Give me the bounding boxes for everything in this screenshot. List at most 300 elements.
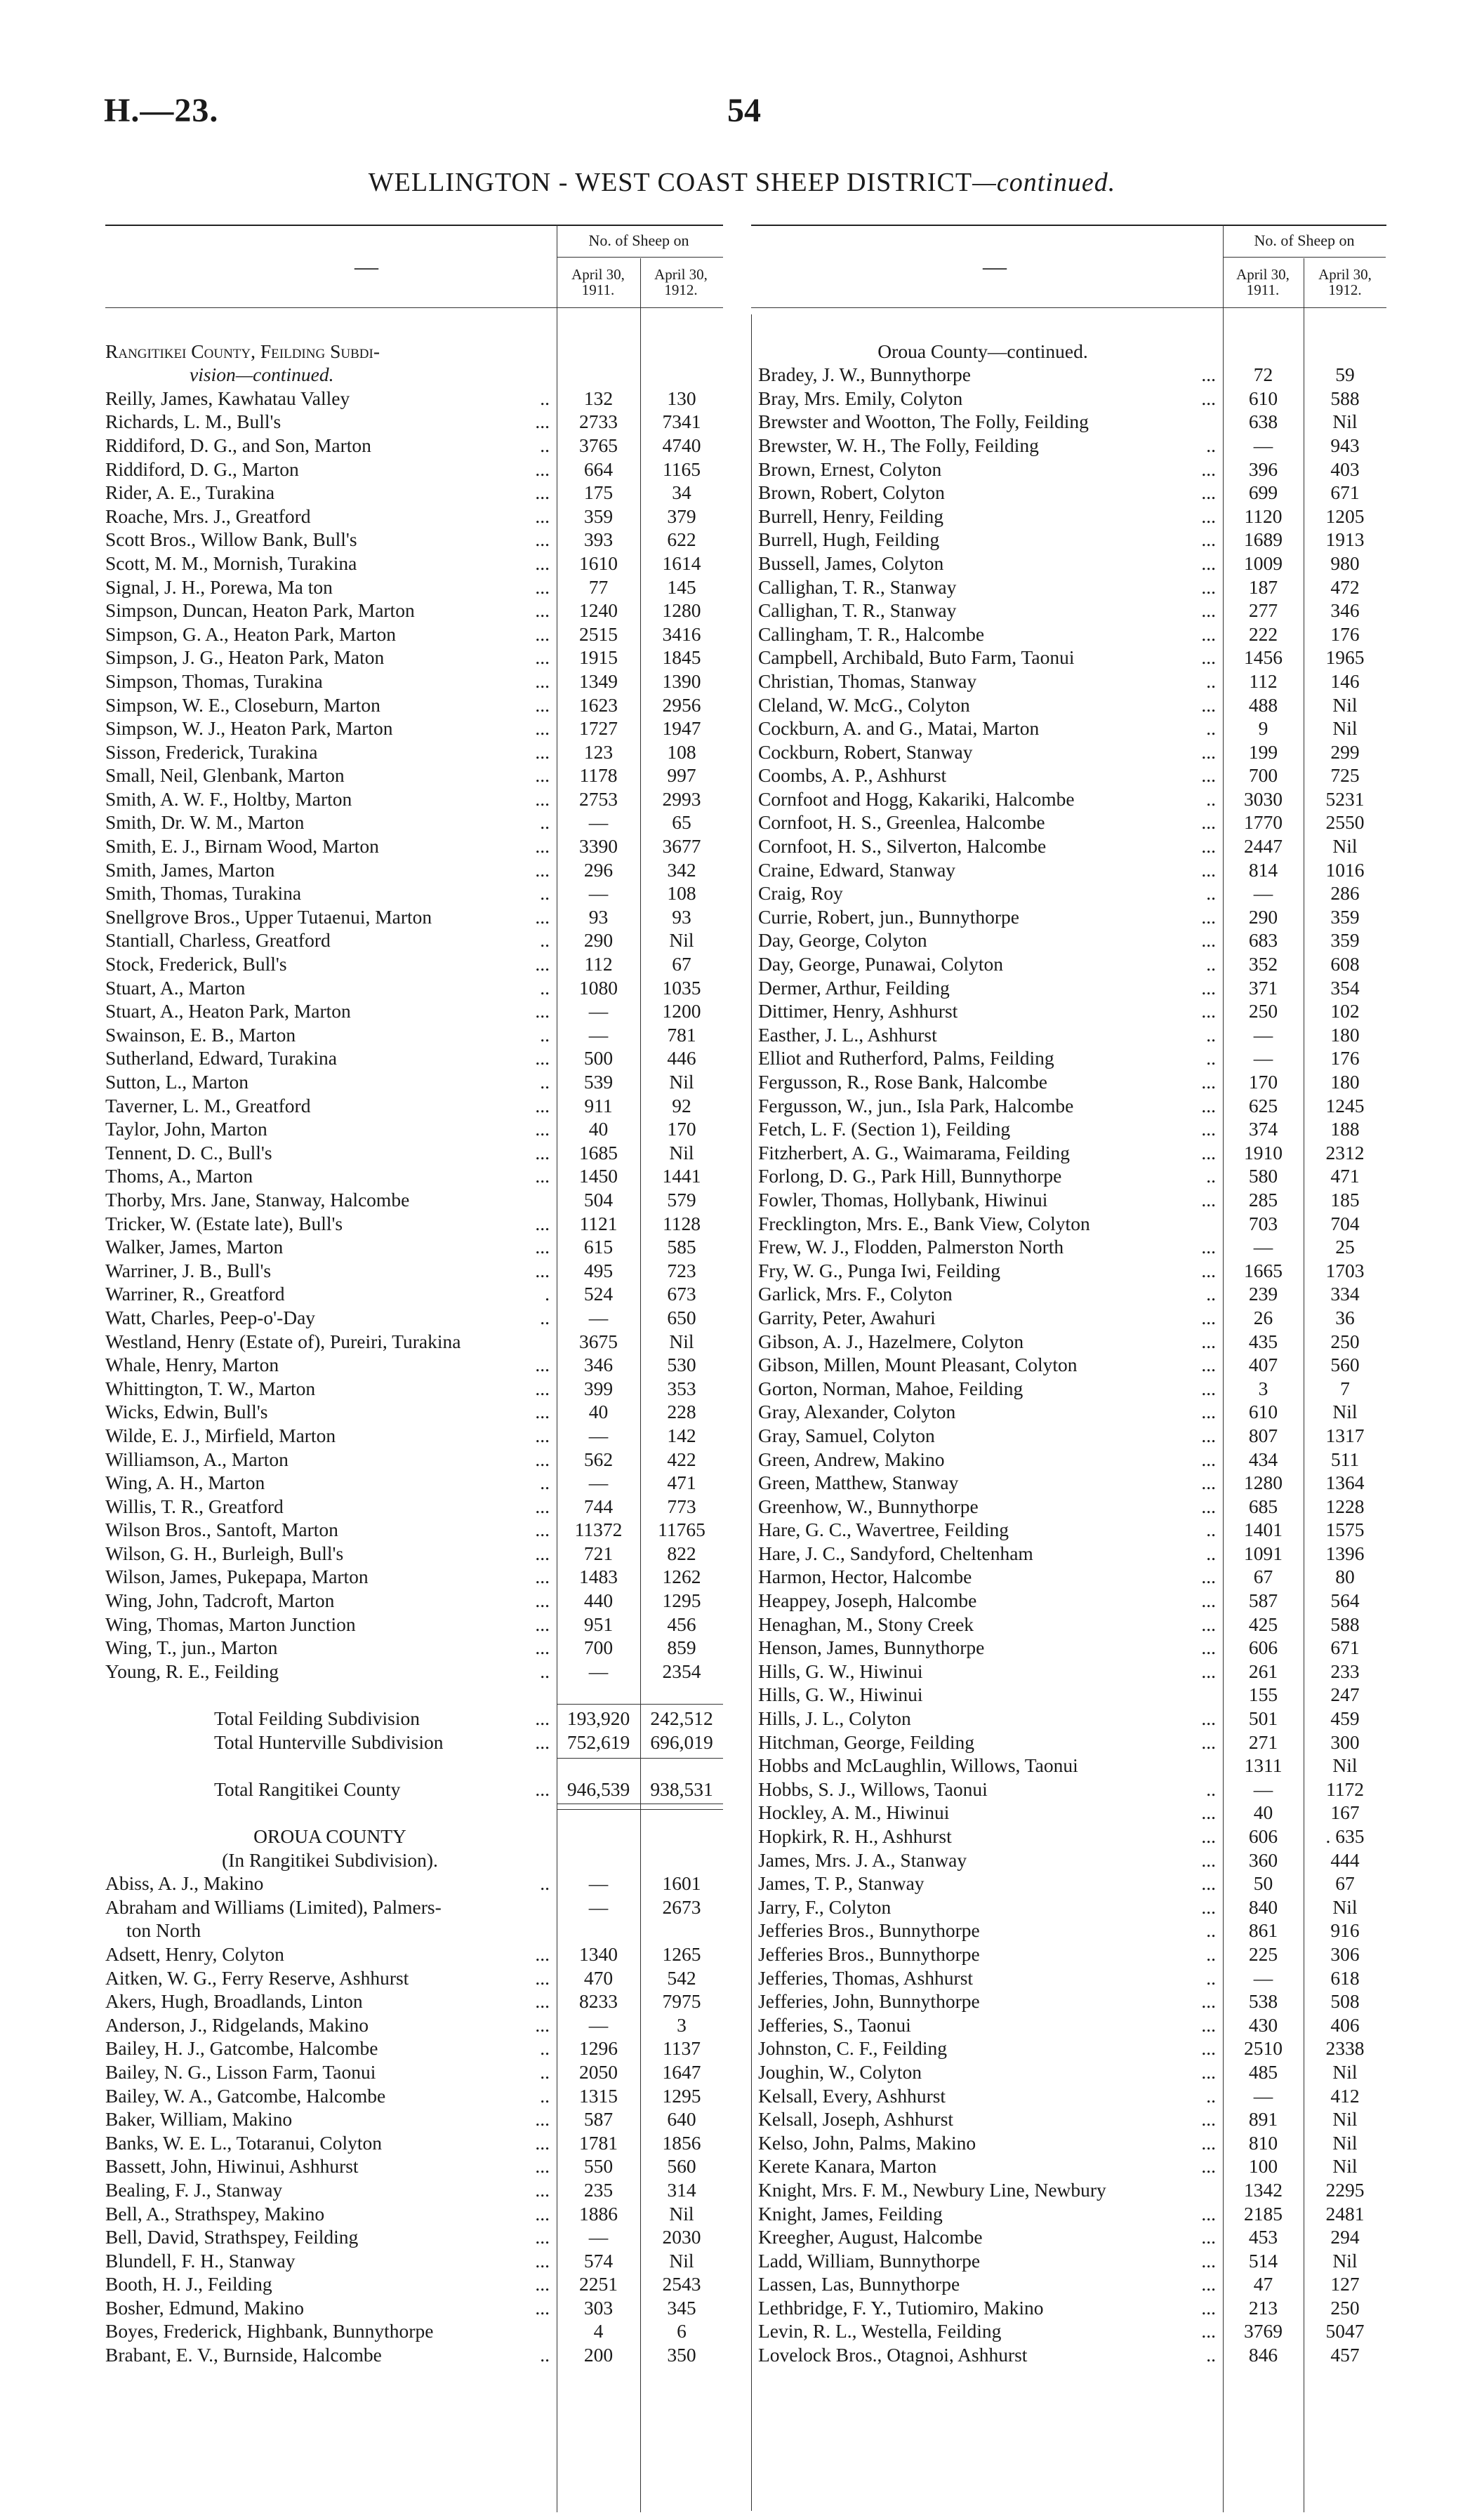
value-1911: 1091 [1244,1542,1283,1564]
value-1912: 142 [667,1424,696,1446]
value-1912: 1703 [1325,1259,1365,1281]
owner-name: Smith, Dr. W. M., Marton [105,811,305,834]
table-row [105,410,723,434]
value-1911: 861 [1248,1919,1278,1942]
table-row [105,1542,723,1566]
leader-dots: ... [535,1566,550,1588]
value-1912: 93 [672,905,691,928]
value-1912: 2354 [662,1660,701,1682]
value-1911: 8233 [579,1990,618,2013]
value-1912: 980 [1330,552,1360,574]
value-1912: 588 [1330,387,1360,409]
value-1912: 457 [1330,2344,1360,2366]
leader-dots: ... [535,1212,550,1234]
table-row [105,1613,723,1636]
table-row [105,1164,723,1188]
leader-dots: ... [1201,2037,1216,2060]
leader-dots: ... [1201,2249,1216,2272]
leader-dots: ... [1201,481,1216,504]
leader-dots: ... [1201,1071,1216,1093]
table-row [758,2060,1386,2084]
section-heading [105,1825,723,1848]
leader-dots: .. [1206,882,1216,905]
leader-dots: ... [1201,622,1216,645]
owner-name: Green, Matthew, Stanway [758,1472,959,1494]
value-1912: 1317 [1325,1424,1365,1446]
table-row [758,1495,1386,1519]
table-row [105,1424,723,1448]
value-1911: 615 [583,1236,614,1258]
owner-name: Lassen, Las, Bunnythorpe [758,2273,960,2295]
value-1912: 671 [1330,481,1360,504]
value-1912: 1165 [663,458,701,480]
owner-name: Currie, Robert, jun., Bunnythorpe [758,905,1019,928]
table-row [758,881,1386,905]
table-row [758,1400,1386,1424]
value-1912: 188 [1330,1118,1360,1140]
owner-name: Wing, A. H., Marton [105,1472,265,1494]
value-1912: 1575 [1325,1519,1365,1541]
section-heading [758,340,1386,364]
value-1912: 314 [667,2178,696,2201]
table-row [758,528,1386,552]
owner-name: Craine, Edward, Stanway [758,858,956,881]
leader-dots: ... [1201,2226,1216,2248]
leader-dots: .. [1206,1919,1216,1942]
owner-name: James, Mrs. J. A., Stanway [758,1848,967,1871]
value-1911: 93 [588,905,609,928]
value-1912: 7 [1340,1377,1350,1399]
table-top-rule [105,225,723,226]
leader-dots: .. [540,2084,550,2107]
table-row [758,1070,1386,1094]
owner-name: Westland, Henry (Estate of), Pureiri, Turakina [105,1330,461,1352]
table-row [758,646,1386,669]
value-1912: 1965 [1325,646,1365,669]
value-1911: — [1253,1966,1273,1989]
value-1912: 7975 [662,1990,701,2013]
value-1912: 1295 [662,2084,701,2107]
leader-dots: ... [535,2296,550,2319]
value-1912: 1128 [663,1212,701,1234]
leader-dots: .. [1206,787,1216,810]
leader-dots: ... [1201,811,1216,834]
table-row [105,2084,723,2108]
table-row [105,575,723,599]
owner-name: Cockburn, Robert, Stanway [758,740,973,763]
value-1911: 239 [1248,1283,1278,1305]
table-row [758,410,1386,434]
value-1911: 199 [1248,740,1278,763]
owner-name: Richards, L. M., Bull's [105,411,281,433]
value-1911: 610 [1248,1401,1278,1423]
owner-name: Jarry, F., Colyton [758,1895,892,1918]
value-1912: 167 [1330,1801,1360,1824]
value-1912: 1396 [1325,1542,1365,1564]
leader-dots: ... [535,740,550,763]
table-row [105,1259,723,1283]
table-row [105,1282,723,1306]
value-1912: 342 [667,858,696,881]
leader-dots: ... [535,858,550,881]
value-1912: 6 [677,2320,687,2342]
value-1912: 859 [667,1636,696,1659]
right-rows [758,316,1386,2367]
value-1912: 403 [1330,458,1360,480]
table-row [758,481,1386,505]
table-row [105,858,723,882]
owner-name: Anderson, J., Ridgelands, Makino [105,2013,369,2036]
value-1912: Nil [669,1141,694,1164]
owner-name: Hills, G. W., Hiwinui [758,1684,923,1706]
value-1911: 374 [1248,1118,1278,1140]
value-1912: 185 [1330,1188,1360,1211]
owner-name: Jefferies, John, Bunnythorpe [758,1990,980,2013]
leader-dots: ... [1201,599,1216,622]
value-1912: 608 [1330,953,1360,975]
table-row [758,1424,1386,1448]
owner-name: Elliot and Rutherford, Palms, Feilding [758,1047,1054,1069]
leader-dots: ... [1201,364,1216,386]
value-1912: 671 [1330,1636,1360,1659]
owner-name: Dittimer, Henry, Ashhurst [758,1000,958,1022]
owner-name: Sutherland, Edward, Turakina [105,1047,337,1069]
value-1912: 359 [1330,929,1360,952]
value-1911: — [1253,1236,1273,1258]
leader-dots: ... [1201,929,1216,952]
table-row [758,1589,1386,1613]
owner-name: Blundell, F. H., Stanway [105,2249,296,2272]
owner-name: Heappey, Joseph, Halcombe [758,1589,977,1612]
value-1911: 2510 [1244,2037,1283,2060]
owner-name: Taverner, L. M., Greatford [105,1094,311,1116]
owner-name: Lovelock Bros., Otagnoi, Ashhurst [758,2344,1028,2366]
table-row [758,1778,1386,1801]
value-1912: 1647 [662,2060,701,2083]
table-row [758,2296,1386,2320]
value-1912: 176 [1330,622,1360,645]
value-1911: 538 [1248,1990,1278,2013]
value-1911: — [588,1472,609,1494]
value-1912: Nil [1332,1895,1358,1918]
value-1912: 1172 [1326,1778,1364,1800]
owner-name: Simpson, W. E., Closeburn, Marton [105,693,380,716]
sheep-on-header: No. of Sheep on [1254,232,1355,249]
value-1912: 306 [1330,1942,1360,1965]
header-bottom-rule [105,307,723,308]
value-1912: 1295 [662,1589,701,1612]
value-1912: 508 [1330,1990,1360,2013]
value-1911: 1349 [579,669,618,692]
table-row [105,928,723,952]
owner-name: Signal, J. H., Porewa, Ma ton [105,575,333,598]
value-1911: 814 [1248,858,1278,881]
leader-dots: ... [1201,976,1216,999]
value-1911: 606 [1248,1636,1278,1659]
value-1912: 242,512 [650,1707,713,1730]
value-1912: 916 [1330,1919,1360,1942]
value-1912: 294 [1330,2226,1360,2248]
leader-dots: .. [1206,1165,1216,1187]
value-1911: 2447 [1244,835,1283,858]
owner-name: Rider, A. E., Turakina [105,481,275,504]
leader-dots: ... [1201,693,1216,716]
leader-dots: ... [535,2155,550,2178]
table-row [758,787,1386,811]
owner-name: Brown, Robert, Colyton [758,481,945,504]
owner-name: Hare, G. C., Wavertree, Feilding [758,1519,1009,1541]
value-1911: 399 [583,1377,614,1399]
table-row [758,1825,1386,1848]
leader-dots: ... [535,1094,550,1116]
owner-name: Levin, R. L., Westella, Feilding [758,2320,1002,2342]
leader-dots: .. [1206,953,1216,975]
value-1911: — [588,1000,609,1022]
leader-dots: ... [535,2178,550,2201]
leader-dots: .. [1206,1966,1216,1989]
total-row [105,1707,723,1731]
value-1912: 444 [1330,1848,1360,1871]
value-1912: . 635 [1325,1825,1365,1847]
owner-name: Riddiford, D. G., and Son, Marton [105,434,371,456]
owner-name: Smith, A. W. F., Holtby, Marton [105,787,352,810]
value-1911: — [1253,1047,1273,1069]
value-1911: 699 [1248,481,1278,504]
table-row [105,1471,723,1495]
value-1912: Nil [669,2202,694,2225]
leader-dots: ... [1201,458,1216,480]
table-row [105,1660,723,1684]
value-1912: 2295 [1325,2178,1365,2201]
owner-name: Bradey, J. W., Bunnythorpe [758,364,971,386]
owner-name: Day, George, Punawai, Colyton [758,953,1004,975]
value-1912: 1947 [662,717,701,740]
value-1911: 810 [1248,2131,1278,2154]
table-row [105,2036,723,2060]
value-1911: 1727 [579,717,618,740]
table-row [105,528,723,552]
leader-dots: ... [1201,387,1216,409]
value-1912: 560 [667,2155,696,2178]
value-1911: 1886 [579,2202,618,2225]
value-1912: 350 [667,2344,696,2366]
value-1911: 360 [1248,1848,1278,1871]
table-row [105,976,723,1000]
value-1911: 574 [583,2249,614,2272]
table-row [758,693,1386,717]
value-1911: 132 [583,387,614,409]
table-row [758,1235,1386,1259]
value-1912: 180 [1330,1071,1360,1093]
value-1912: 997 [667,764,696,787]
value-1912: 286 [1330,882,1360,905]
owner-name: Garrity, Peter, Awahuri [758,1306,936,1328]
value-1912: 1913 [1325,528,1365,551]
leader-dots: ... [535,1401,550,1423]
value-1912: 300 [1330,1731,1360,1753]
value-1911: 840 [1248,1895,1278,1918]
owner-name: Aitken, W. G., Ferry Reserve, Ashhurst [105,1966,409,1989]
owner-name: Bealing, F. J., Stanway [105,2178,283,2201]
leader-dots: ... [535,575,550,598]
owner-name: Abraham and Williams (Limited), Palmers- [105,1895,442,1918]
owner-name: Simpson, J. G., Heaton Park, Maton [105,646,385,669]
value-1912: 530 [667,1354,696,1376]
leader-dots: ... [1201,1401,1216,1423]
owner-name: Joughin, W., Colyton [758,2060,922,2083]
page-title [0,167,1484,198]
table-row [758,1848,1386,1872]
table-row [758,1942,1386,1966]
table-row [105,2319,723,2343]
value-1912: 146 [1330,669,1360,692]
leader-dots: .. [540,882,550,905]
owner-name: Bell, A., Strathspey, Makino [105,2202,325,2225]
owner-name: Fry, W. G., Punga Iwi, Feilding [758,1259,1001,1281]
leader-dots: ... [1201,1188,1216,1211]
value-1911: 155 [1248,1684,1278,1706]
owner-name: Brewster and Wootton, The Folly, Feilding [758,411,1089,433]
leader-dots: ... [535,1118,550,1140]
column-divider [751,314,752,2511]
owner-name: Kreegher, August, Halcombe [758,2226,983,2248]
value-1912: 1200 [662,1000,701,1022]
owner-name: Total Hunterville Subdivision [214,1731,444,1753]
leader-dots: .. [540,2344,550,2366]
value-1912: 2543 [662,2273,701,2295]
leader-dots: ... [1201,1636,1216,1659]
table-row [105,1306,723,1330]
owner-name: Hare, J. C., Sandyford, Cheltenham [758,1542,1033,1564]
value-1912: 1016 [1325,858,1365,881]
owner-name: Gray, Samuel, Colyton [758,1424,935,1446]
value-1911: — [588,811,609,834]
value-1912: 723 [667,1259,696,1281]
owner-name: Roache, Mrs. J., Greatford [105,505,311,527]
table-row [105,1636,723,1660]
value-1911: 1240 [579,599,618,622]
owner-name: Tricker, W. (Estate late), Bull's [105,1212,343,1234]
table-row [105,787,723,811]
owner-name: James, T. P., Stanway [758,1872,925,1895]
value-1912: 564 [1330,1589,1360,1612]
owner-name: Wilson, G. H., Burleigh, Bull's [105,1542,344,1564]
value-1911: 40 [1253,1801,1273,1824]
table-row [758,1966,1386,1990]
value-1912: 247 [1330,1684,1360,1706]
value-1912: Nil [669,2249,694,2272]
table-row [758,669,1386,693]
value-1912: 65 [672,811,691,834]
table-row [105,1589,723,1613]
owner-name: Boyes, Frederick, Highbank, Bunnythorpe [105,2320,434,2342]
value-1911: 1689 [1244,528,1283,551]
leader-dots: ... [1201,905,1216,928]
leader-dots: .. [540,1660,550,1682]
value-1911: 700 [583,1636,614,1659]
leader-dots: ... [535,1542,550,1564]
leader-dots: ... [1201,1801,1216,1824]
value-1911: 2753 [579,787,618,810]
table-row [758,2084,1386,2108]
leader-dots: .. [540,811,550,834]
owner-name: Kelsall, Joseph, Ashhurst [758,2108,954,2131]
value-1912: 3416 [662,622,701,645]
leader-dots: ... [1201,1377,1216,1399]
leader-dots: ... [1201,1990,1216,2013]
leader-dots: ... [535,1141,550,1164]
value-1911: 2185 [1244,2202,1283,2225]
table-row [758,1660,1386,1684]
value-1912: 346 [1330,599,1360,622]
value-1912: Nil [1332,2155,1358,2178]
name-column-header: — [355,254,378,280]
value-1911: 72 [1253,364,1273,386]
leader-dots: ... [1201,764,1216,787]
owner-name: Adsett, Henry, Colyton [105,1942,284,1965]
value-1912: 25 [1335,1236,1355,1258]
value-1911: — [588,1660,609,1682]
table-row [758,2107,1386,2131]
leader-dots: ... [1201,1000,1216,1022]
value-1911: 371 [1248,976,1278,999]
value-1912: 588 [1330,1613,1360,1635]
table-row [758,2319,1386,2343]
value-1912: 943 [1330,434,1360,456]
value-1912: 704 [1330,1212,1360,1234]
header-bottom-rule [751,307,1386,308]
leader-dots: ... [1201,1094,1216,1116]
leader-dots: .. [1206,669,1216,692]
table-row [758,1306,1386,1330]
owner-name: Knight, Mrs. F. M., Newbury Line, Newbury [758,2178,1106,2201]
header-divider [557,257,723,258]
owner-name: Hobbs and McLaughlin, Willows, Taonui [758,1754,1078,1777]
owner-name: Hockley, A. M., Hiwinui [758,1801,950,1824]
value-1911: 744 [583,1495,614,1517]
value-1911: 946,539 [567,1778,630,1800]
value-1911: 187 [1248,575,1278,598]
table-top-rule [751,225,1386,226]
owner-name: Warriner, R., Greatford [105,1283,285,1305]
value-1911: 290 [1248,905,1278,928]
table-row [758,1377,1386,1401]
value-1911: — [588,882,609,905]
value-1912: Nil [1332,835,1358,858]
leader-dots: ... [535,2013,550,2036]
value-1911: 524 [583,1283,614,1305]
table-row [105,811,723,834]
value-1912: 36 [1335,1306,1355,1328]
owner-name: Fitzherbert, A. G., Waimarama, Feilding [758,1141,1071,1164]
owner-name: Jefferies, S., Taonui [758,2013,911,2036]
table-row [758,1212,1386,1236]
value-1912: Nil [1332,2108,1358,2131]
value-1912: 102 [1330,1000,1360,1022]
value-1912: 176 [1330,1047,1360,1069]
owner-name: Whale, Henry, Marton [105,1354,279,1376]
value-1911: 213 [1248,2296,1278,2319]
table-row [758,999,1386,1023]
value-1911: 752,619 [567,1731,630,1753]
value-1912: 1280 [662,599,701,622]
leader-dots: ... [1201,1566,1216,1588]
value-1911: 261 [1248,1660,1278,1682]
value-1912: 170 [667,1118,696,1140]
value-1912: 345 [667,2296,696,2319]
value-1911: — [588,2226,609,2248]
table-row [758,1683,1386,1707]
